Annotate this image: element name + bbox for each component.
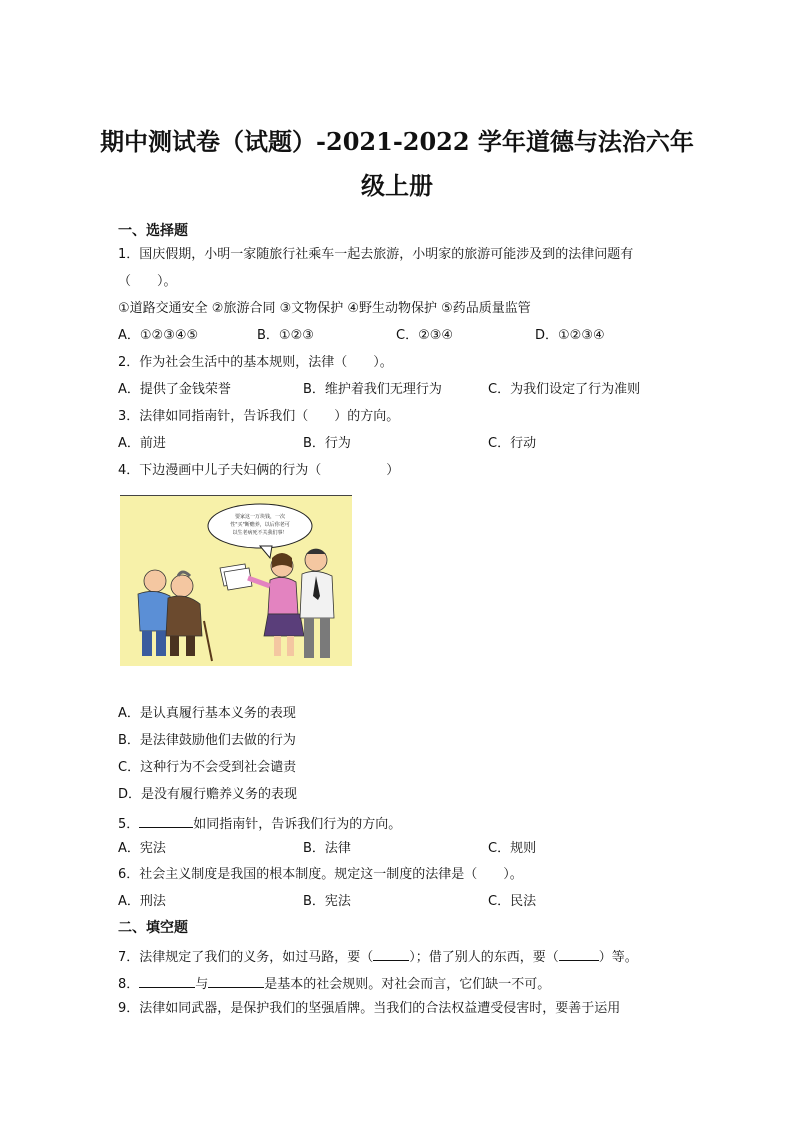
question-4-option-b: B．是法律鼓励他们去做的行为 bbox=[118, 733, 296, 748]
question-1-stem-end: （ ）。 bbox=[118, 274, 177, 289]
question-5-number: 5． bbox=[118, 817, 140, 832]
option-c: C．规则 bbox=[488, 841, 537, 856]
option-b: B．①②③ bbox=[257, 328, 314, 343]
question-7-part-2: ）；借了别人的东西，要（ bbox=[409, 950, 559, 965]
question-4-option-a: A．是认真履行基本义务的表现 bbox=[118, 706, 296, 721]
question-1-stem: 1．国庆假期，小明一家随旅行社乘车一起去旅游，小明家的旅游可能涉及到的法律问题有 bbox=[118, 247, 634, 262]
question-7-stem bbox=[118, 946, 638, 967]
answer-blank bbox=[139, 813, 193, 828]
option-d: D．①②③④ bbox=[535, 328, 605, 343]
question-2-stem: 2．作为社会生活中的基本规则，法律（ ）。 bbox=[118, 355, 393, 370]
option-a: A．①②③④⑤ bbox=[118, 328, 199, 343]
option-b: B．法律 bbox=[303, 841, 351, 856]
question-4-option-d: D．是没有履行赡养义务的表现 bbox=[118, 787, 298, 802]
question-8-stem bbox=[118, 973, 550, 994]
bubble-line-2: 性"买"断赡养，以后你老可 bbox=[230, 522, 290, 528]
option-c: C．行动 bbox=[488, 436, 537, 451]
option-b: B．行为 bbox=[303, 436, 351, 451]
option-c: C．民法 bbox=[488, 894, 537, 909]
option-a: A．提供了金钱荣誉 bbox=[118, 382, 231, 397]
question-1-items: ①道路交通安全 ②旅游合同 ③文物保护 ④野生动物保护 ⑤药品质量监管 bbox=[118, 301, 531, 316]
option-c: C．②③④ bbox=[396, 328, 454, 343]
option-a: A．刑法 bbox=[118, 894, 166, 909]
option-a: A．前进 bbox=[118, 436, 166, 451]
option-b: B．维护着我们无理行为 bbox=[303, 382, 442, 397]
question-8-part-2: 与 bbox=[195, 977, 209, 992]
cartoon-illustration bbox=[120, 495, 352, 666]
answer-blank bbox=[208, 973, 264, 988]
question-7-part-1: 7．法律规定了我们的义务，如过马路，要（ bbox=[118, 950, 374, 965]
question-9-stem: 9．法律如同武器，是保护我们的坚强盾牌。当我们的合法权益遭受侵害时，要善于运用 bbox=[118, 1001, 621, 1016]
question-8-part-1: 8． bbox=[118, 977, 140, 992]
option-c: C．为我们设定了行为准则 bbox=[488, 382, 641, 397]
answer-blank bbox=[559, 946, 599, 961]
answer-blank bbox=[139, 973, 195, 988]
section-heading-fill: 二、填空题 bbox=[118, 920, 188, 936]
bubble-line-1: 要家这一万块钱，一次 bbox=[234, 514, 286, 520]
cartoon-drawing bbox=[120, 496, 352, 666]
question-8-part-3: 是基本的社会规则。对社会而言，它们缺一不可。 bbox=[264, 977, 551, 992]
section-heading-choice: 一、选择题 bbox=[118, 223, 188, 239]
option-a: A．宪法 bbox=[118, 841, 166, 856]
question-5-stem bbox=[118, 813, 401, 834]
question-4-stem: 4．下边漫画中儿子夫妇俩的行为（ ） bbox=[118, 463, 400, 478]
question-3-stem: 3．法律如同指南针，告诉我们（ ）的方向。 bbox=[118, 409, 400, 424]
option-b: B．宪法 bbox=[303, 894, 351, 909]
question-7-part-3: ）等。 bbox=[598, 950, 638, 965]
document-title-line2: 级上册 bbox=[361, 171, 433, 200]
question-4-option-c: C．这种行为不会受到社会谴责 bbox=[118, 760, 297, 775]
answer-blank bbox=[373, 946, 409, 961]
question-6-stem: 6．社会主义制度是我国的根本制度。规定这一制度的法律是（ ）。 bbox=[118, 867, 523, 882]
document-title: 期中测试卷（试题）-2021-2022 学年道德与法治六年 bbox=[100, 127, 694, 156]
bubble-line-3: 以生老病死不关我们事！ bbox=[232, 530, 288, 536]
question-5-text: 如同指南针，告诉我们行为的方向。 bbox=[193, 817, 402, 832]
